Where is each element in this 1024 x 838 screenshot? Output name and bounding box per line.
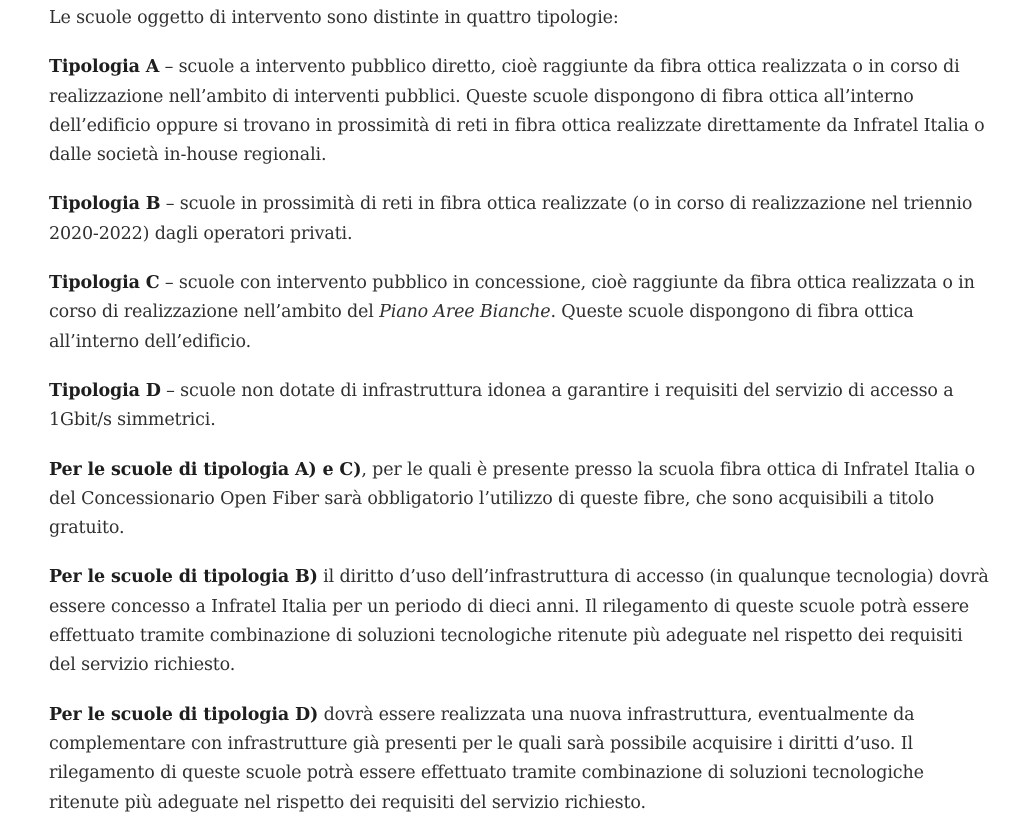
rule-d-label: Per le scuole di tipologia D) [49, 704, 319, 725]
type-a-label: Tipologia A [49, 57, 160, 78]
paragraph-type-a [49, 53, 989, 170]
rule-b-text: il diritto d’uso dell’infrastruttura di accesso (in qualunque tecnologia) dovrà essere concesso a Infratel Italia per un periodo di dieci anni. Il rilegamento di queste scuole potrà essere effettuato tramite combinazione di soluzioni tecnologiche ritenute più adeguate nel rispetto dei requisiti del servizio richiesto. [49, 567, 989, 676]
rule-b-label: Per le scuole di tipologia B) [49, 567, 318, 588]
type-b-text: – scuole in prossimità di reti in fibra ottica realizzate (o in corso di realizzazione nel triennio 2020-2022) dagli operatori privati. [49, 194, 973, 244]
paragraph-type-d [49, 377, 989, 436]
type-c-text-before: – scuole con intervento pubblico in concessione, cioè raggiunte da fibra ottica realizzata o in corso di realizzazione nell’ambito del [49, 273, 975, 323]
article-body [49, 4, 989, 838]
paragraph-rule-d [49, 701, 989, 818]
rule-a-c-label: Per le scuole di tipologia A) e C) [49, 459, 362, 480]
paragraph-rule-b [49, 563, 989, 680]
paragraph-type-c [49, 269, 989, 357]
paragraph-rule-a-c [49, 456, 989, 544]
type-c-label: Tipologia C [49, 273, 160, 294]
type-c-italic-plan: Piano Aree Bianche [379, 302, 551, 323]
type-d-text: – scuole non dotate di infrastruttura idonea a garantire i requisiti del servizio di accesso a 1Gbit/s simmetrici. [49, 380, 954, 431]
rule-a-c-text: , per le quali è presente presso la scuola fibra ottica di Infratel Italia o del Concessionario Open Fiber sarà obbligatorio l’utilizzo di queste fibre, che sono acquisibili a titolo gratuito. [49, 459, 975, 539]
rule-d-text: dovrà essere realizzata una nuova infrastruttura, eventualmente da complementare con infrastrutture già presenti per le quali sarà possibile acquisire i diritti d’uso. Il rilegamento di queste scuole potrà essere effettuato tramite combinazione di soluzioni tecnologiche ritenute più adeguate nel rispetto dei requisiti del servizio richiesto. [49, 704, 924, 813]
type-a-text: – scuole a intervento pubblico diretto, cioè raggiunte da fibra ottica realizzata o in corso di realizzazione nell’ambito di interventi pubblici. Queste scuole dispongono di fibra ottica all’interno dell’edificio oppure si trovano in prossimità di reti in fibra ottica realizzate direttamente da Infratel Italia o dalle società in-house regionali. [49, 57, 985, 166]
type-c-text-after: . Queste scuole dispongono di fibra ottica all’interno dell’edificio. [49, 302, 914, 352]
type-d-label: Tipologia D [49, 380, 161, 401]
intro-paragraph: Le scuole oggetto di intervento sono distinte in quattro tipologie: [49, 8, 619, 28]
type-b-label: Tipologia B [49, 194, 161, 215]
paragraph-type-b [49, 190, 989, 249]
